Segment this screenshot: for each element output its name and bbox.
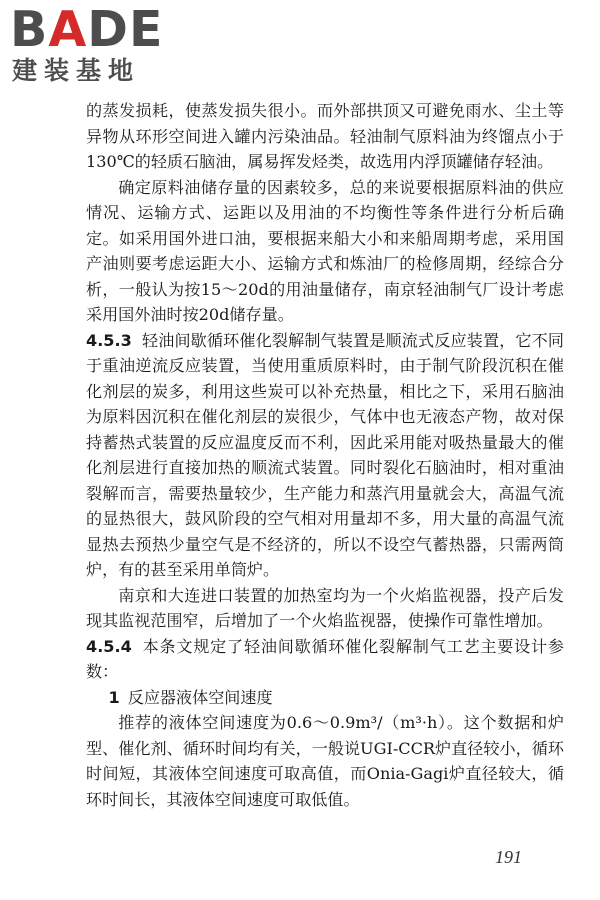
item-number: 1 [108, 687, 120, 707]
page-body [86, 98, 564, 812]
list-item-1 [86, 685, 564, 711]
section-4-5-4 [86, 634, 564, 685]
item-text: 反应器液体空间速度 [127, 687, 273, 707]
section-number: 4.5.4 [86, 636, 132, 656]
paragraph-continuation: 的蒸发损耗，使蒸发损失很小。而外部拱顶又可避免雨水、尘土等异物从环形空间进入罐内污染油品。轻油制气原料油为终馏点小于130℃的轻质石脑油，属易挥发烃类，故选用内浮顶罐储存轻油。 [86, 101, 564, 171]
section-4-5-3 [86, 328, 564, 583]
logo-letters-de: DE [87, 1, 164, 58]
section-text: 本条文规定了轻油间歇循环催化裂解制气工艺主要设计参数： [86, 636, 564, 681]
paragraph-storage: 确定原料油储存量的因素较多，总的来说要根据原料油的供应情况、运输方式、运距以及用油的不均衡性等条件进行分析后确定。如采用国外进口油，要根据来船大小和来船周期考虑，采用国产油则要考虑运距大小、运输方式和炼油厂的检修周期，经综合分析，一般认为按15～20d的用油量储存，南京轻油制气厂设计考虑采用国外油时按20d储存量。 [86, 177, 564, 324]
section-text: 轻油间歇循环催化裂解制气装置是顺流式反应装置，它不同于重油逆流反应装置，当使用重质原料时，由于制气阶段沉积在催化剂层的炭多，利用这些炭可以补充热量，相比之下，采用石脑油为原料因沉积在催化剂层的炭很少，气体中也无液态产物，故对保持蓄热式装置的反应温度反而不利，因此采用能对吸热量最大的催化剂层进行直接加热的顺流式装置。同时裂化石脑油时，相对重油裂解而言，需要热量较少，生产能力和蒸汽用量就会大，高温气流的显热很大，鼓风阶段的空气相对用量却不多，用大量的高温气流显热去预热少量空气是不经济的，所以不设空气蓄热器，只需两筒炉，有的甚至采用单筒炉。 [86, 330, 564, 579]
paragraph-flame-monitor: 南京和大连进口装置的加热室均为一个火焰监视器，投产后发现其监视范围窄，后增加了一个火焰监视器，使操作可靠性增加。 [86, 585, 564, 630]
logo-letter-b: B [10, 1, 49, 58]
brand-logo [10, 1, 180, 90]
logo-letter-a: A [48, 1, 88, 58]
page-number: 191 [495, 847, 522, 867]
logo-subtitle: 建装基地 [12, 56, 141, 85]
paragraph-space-velocity: 推荐的液体空间速度为0.6～0.9m³/（m³·h）。这个数据和炉型、催化剂、循环时间均有关，一般说UGI-CCR炉直径较小，循环时间短，其液体空间速度可取高值，而Onia-Gagi炉直径较大，循环时间长，其液体空间速度可取低值。 [86, 713, 564, 809]
section-number: 4.5.3 [86, 330, 132, 350]
logo-wordmark [10, 1, 180, 58]
